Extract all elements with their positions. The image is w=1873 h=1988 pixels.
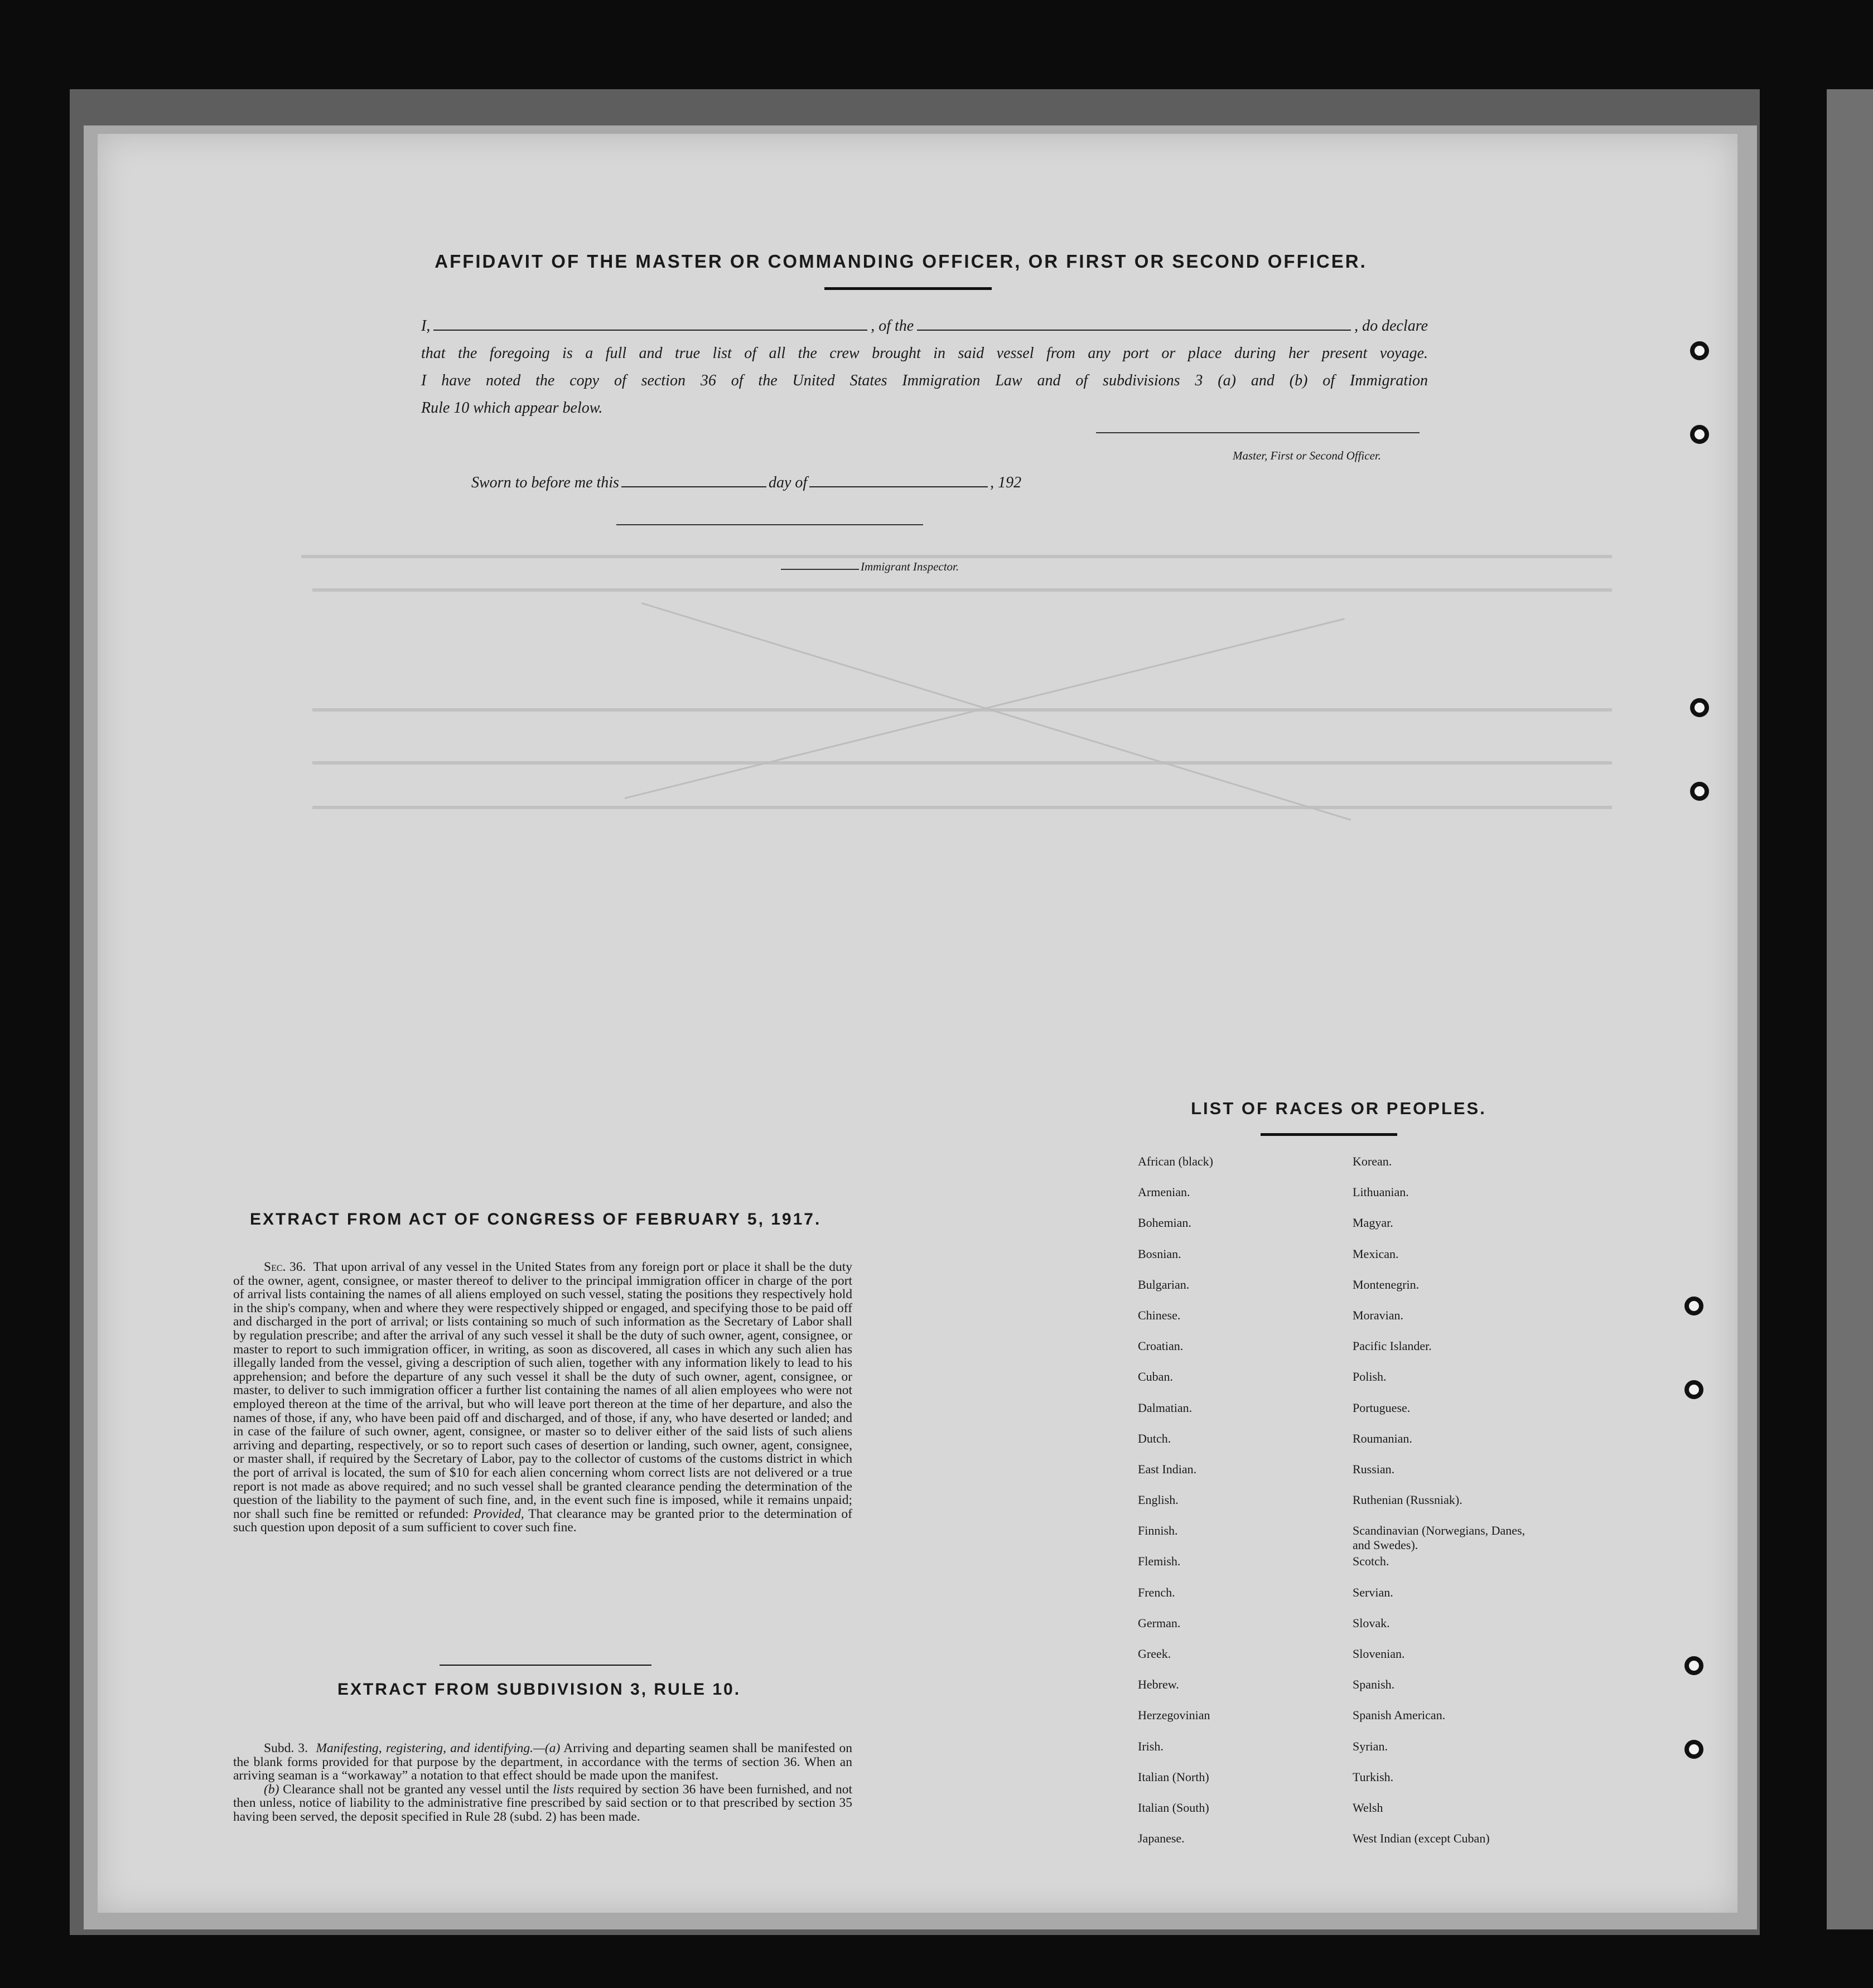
race-item: Dalmatian.: [1138, 1400, 1193, 1415]
subdivision-label: Subd. 3.: [264, 1741, 308, 1755]
race-item: Japanese.: [1138, 1831, 1185, 1846]
affidavit-text-line: Rule 10 which appear below.: [421, 399, 603, 417]
act-extract-title: EXTRACT FROM ACT OF CONGRESS OF FEBRUARY 5, 1917.: [250, 1210, 822, 1228]
declaration-line: [421, 312, 1428, 340]
race-item: Turkish.: [1353, 1769, 1394, 1784]
race-item: Spanish.: [1353, 1677, 1395, 1692]
day-of-label: day of: [768, 474, 808, 491]
punch-hole: [1690, 782, 1709, 801]
race-item: Scandinavian (Norwegians, Danes, and Swedes).: [1353, 1523, 1526, 1552]
punch-hole: [1690, 341, 1709, 360]
subdivision-heading: Manifesting, registering, and identifying.—(a): [316, 1741, 561, 1755]
race-item: Ruthenian (Russniak).: [1353, 1493, 1462, 1507]
race-item: East Indian.: [1138, 1462, 1197, 1476]
races-column-1: [1138, 1154, 1322, 1862]
affidavit-text-line: that the foregoing is a full and true list of all the crew brought in said vessel from any port or place during her present voyage.: [421, 345, 1428, 362]
race-item: Spanish American.: [1353, 1708, 1446, 1723]
bleed-through-row: [312, 761, 1612, 765]
punch-hole: [1684, 1740, 1703, 1759]
race-item: Greek.: [1138, 1647, 1171, 1661]
act-extract-body: [233, 1260, 852, 1535]
race-item: Chinese.: [1138, 1308, 1181, 1322]
vessel-name-field[interactable]: [917, 317, 1351, 331]
race-item: Italian (South): [1138, 1800, 1209, 1815]
bleed-through-row: [312, 588, 1612, 592]
race-item: Hebrew.: [1138, 1677, 1179, 1692]
bleed-through-row: [301, 555, 1612, 558]
race-item: Welsh: [1353, 1800, 1383, 1815]
punch-hole: [1684, 1380, 1703, 1399]
race-item: Herzegovinian: [1138, 1708, 1210, 1723]
race-item: Slovenian.: [1353, 1647, 1405, 1661]
bleed-through-row: [312, 708, 1612, 712]
subdivision-b-label: (b): [264, 1782, 279, 1797]
race-item: Slovak.: [1353, 1615, 1390, 1630]
section-tail: That clearance may be granted prior to the determination of such question upon deposit of a sum sufficient to cover such fine.: [233, 1506, 853, 1535]
of-the-label: , of the: [871, 317, 914, 335]
affidavit-title: AFFIDAVIT OF THE MASTER OR COMMANDING OFFICER, OR FIRST OR SECOND OFFICER.: [435, 251, 1367, 272]
race-item: Portuguese.: [1353, 1400, 1411, 1415]
race-item: Roumanian.: [1353, 1431, 1412, 1445]
race-item: Italian (North): [1138, 1769, 1209, 1784]
subdivision-a-text: Arriving and departing seamen shall be manifested on the blank forms provided for that purpose by the department, in accordance with the terms of section 36. When an arriving seaman is a “workaway” a notation to that effect should be made upon the manifest.: [233, 1741, 852, 1783]
races-column-2: [1353, 1154, 1537, 1862]
race-item: Armenian.: [1138, 1185, 1190, 1199]
race-item: Polish.: [1353, 1370, 1387, 1384]
extract-divider: [440, 1665, 651, 1666]
provided-label: Provided,: [473, 1506, 524, 1521]
punch-hole: [1690, 698, 1709, 717]
title-divider: [824, 287, 992, 290]
race-item: Syrian.: [1353, 1739, 1388, 1753]
inspector-name-line[interactable]: [781, 569, 859, 570]
bleed-through-row: [312, 806, 1612, 809]
race-item: Magyar.: [1353, 1216, 1393, 1230]
master-signature-label: Master, First or Second Officer.: [1233, 449, 1381, 462]
race-item: Dutch.: [1138, 1431, 1171, 1445]
lists-emphasis: lists: [553, 1782, 574, 1797]
punch-hole: [1690, 425, 1709, 444]
do-declare-label: , do declare: [1354, 317, 1428, 335]
race-item: African (black): [1138, 1154, 1213, 1168]
punch-hole: [1684, 1656, 1703, 1675]
race-item: German.: [1138, 1615, 1181, 1630]
sworn-year-label: , 192: [990, 474, 1022, 491]
adjacent-page-edge: [1827, 89, 1873, 1929]
affidavit-text-line: I have noted the copy of section 36 of the United States Immigration Law and of subdivisions 3 (a) and (b) of Immigration: [421, 372, 1428, 389]
race-item: Finnish.: [1138, 1523, 1178, 1538]
subdivision-b-post: required by section 36 have been furnished, and not then unless, notice of liability to the administrative fine prescribed by said section or to that prescribed by section 35 having been served, the deposit specified in Rule 28 (subd. 2) has been made.: [233, 1782, 853, 1824]
race-item: Russian.: [1353, 1462, 1395, 1476]
race-item: Scotch.: [1353, 1554, 1389, 1569]
sworn-prefix: Sworn to before me this: [471, 474, 619, 491]
race-item: Irish.: [1138, 1739, 1164, 1753]
race-item: Pacific Islander.: [1353, 1339, 1432, 1353]
races-title-divider: [1261, 1133, 1397, 1136]
section-label: Sec. 36.: [264, 1260, 306, 1274]
race-item: Lithuanian.: [1353, 1185, 1409, 1199]
race-item: Moravian.: [1353, 1308, 1404, 1322]
race-item: Cuban.: [1138, 1370, 1173, 1384]
race-item: Mexican.: [1353, 1246, 1399, 1261]
sworn-day-field[interactable]: [621, 475, 766, 487]
rule-extract-title: EXTRACT FROM SUBDIVISION 3, RULE 10.: [337, 1680, 741, 1699]
declarant-name-field[interactable]: [433, 317, 867, 331]
race-item: Bulgarian.: [1138, 1277, 1190, 1292]
section-text: That upon arrival of any vessel in the United States from any foreign port or place it shall be the duty of the owner, agent, consignee, or master thereof to deliver to the principal immigration officer in charge of the port of arrival lists containing the names of all aliens employed on such vessel, stating the positions they respectively hold in the ship's company, when and where they were respectively shipped or engaged, and specifying those to be paid off and discharged in the port of arrival; or lists containing so much of such information as the Secretary of Labor shall by regulation prescribe; and after the arrival of any such vessel it shall be the duty of such owner, agent, consignee, or master to report to such immigration officer, in writing, as soon as discovered, all cases in which any such alien has illegally landed from the vessel, giving a description of such alien, together with any information likely to lead to his apprehension; and before the departure of any such vessel it shall be the duty of such owner, agent, consignee, or master, to deliver to such immigration officer a further list containing the names of all alien employees who were not employed thereon at the time of the arrival, but who will leave port thereon at the time of her departure, and also the names of those, if any, who have been paid off and discharged, and of those, if any, who have deserted or landed; and in case of the failure of such owner, agent, consignee, or master so to deliver either of the said lists of such aliens arriving and departing, respectively, or so to report such cases of desertion or landing, such owner, agent, consignee, or master shall, if required by the Secretary of Labor, pay to the collector of customs of the customs district in which the port of arrival is located, the sum of $10 for each alien concerning whom correct lists are not delivered or a true report is not made as above required; and no such vessel shall be granted clearance pending the determination of the question of the liability to the payment of such fine, and, in the event such fine is imposed, while it remains unpaid; nor shall such fine be remitted or refunded:: [233, 1260, 853, 1521]
inspector-signature-line[interactable]: [616, 524, 923, 525]
rule-extract-body: [233, 1742, 852, 1824]
race-item: Servian.: [1353, 1585, 1393, 1599]
race-item: Montenegrin.: [1353, 1277, 1420, 1292]
race-item: English.: [1138, 1493, 1179, 1507]
race-item: Flemish.: [1138, 1554, 1181, 1569]
master-signature-line[interactable]: [1096, 432, 1420, 433]
race-item: West Indian (except Cuban): [1353, 1831, 1490, 1846]
punch-hole: [1684, 1297, 1703, 1315]
race-item: French.: [1138, 1585, 1175, 1599]
race-item: Bohemian.: [1138, 1216, 1191, 1230]
inspector-label: Immigrant Inspector.: [861, 560, 959, 573]
sworn-line: [471, 474, 1085, 492]
races-title: LIST OF RACES OR PEOPLES.: [1191, 1099, 1486, 1118]
race-item: Croatian.: [1138, 1339, 1184, 1353]
sworn-month-field[interactable]: [809, 475, 988, 487]
subdivision-b-pre: Clearance shall not be granted any vessel until the: [283, 1782, 549, 1797]
race-item: Bosnian.: [1138, 1246, 1181, 1261]
affidavit-body: [421, 312, 1428, 422]
race-item: Korean.: [1353, 1154, 1392, 1168]
declarant-prefix: I,: [421, 317, 431, 335]
